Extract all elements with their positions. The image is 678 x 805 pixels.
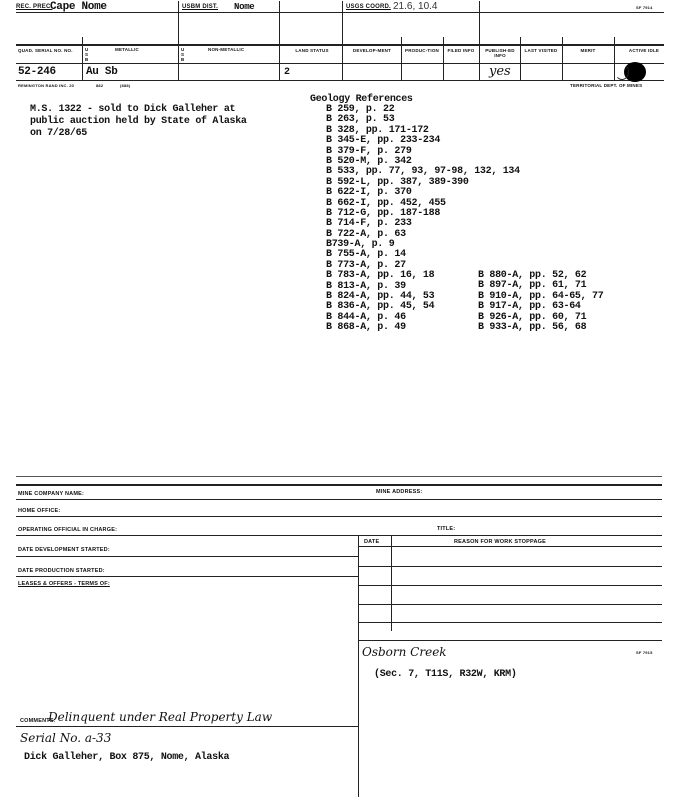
metallic-value: Au Sb bbox=[86, 66, 118, 78]
reference-item: B 714-F, p. 233 bbox=[326, 218, 412, 230]
b-label: B bbox=[85, 57, 89, 62]
operating-official-label: OPERATING OFFICIAL IN CHARGE: bbox=[18, 527, 118, 533]
printer-code-2: (888) bbox=[120, 83, 131, 88]
land-status-label: LAND STATUS bbox=[295, 48, 329, 53]
rec-prec-value: Cape Nome bbox=[50, 1, 107, 13]
territorial-dept-label: TERRITORIAL DEPT. OF MINES bbox=[570, 83, 643, 88]
idle-status-arc-icon bbox=[615, 64, 629, 80]
mine-company-label: MINE COMPANY NAME: bbox=[18, 491, 85, 497]
reference-item: B 622-I, p. 370 bbox=[326, 187, 412, 199]
location-text: (Sec. 7, T11S, R32W, KRM) bbox=[374, 669, 517, 680]
reference-item: B 917-A, pp. 63-64 bbox=[478, 301, 581, 313]
owner-line: Dick Galleher, Box 875, Nome, Alaska bbox=[24, 752, 230, 763]
reference-item: B 933-A, pp. 56, 68 bbox=[478, 321, 587, 333]
printer-code: 882 bbox=[96, 83, 104, 88]
reference-item: B 379-F, p. 279 bbox=[326, 145, 412, 157]
active-idle-label: ACTIVE IDLE bbox=[628, 48, 660, 53]
comments-label: COMMENTS: bbox=[20, 718, 56, 724]
nonmetallic-label: NON-METALLIC bbox=[208, 47, 245, 52]
rec-prec-label: REC. PREC. bbox=[16, 4, 53, 10]
s-label-2: S bbox=[181, 52, 185, 57]
filed-info-label: FILED INFO bbox=[447, 48, 475, 53]
home-office-label: HOME OFFICE: bbox=[18, 508, 61, 514]
reference-item: B 712-G, pp. 187-188 bbox=[326, 207, 441, 219]
reference-item: B 844-A, p. 46 bbox=[326, 311, 406, 323]
merit-label: MERIT bbox=[580, 48, 596, 53]
comments-line-2: Serial No. a-33 bbox=[20, 731, 112, 745]
production-label: PRODUC-TION bbox=[405, 48, 439, 53]
metallic-label: METALLIC bbox=[115, 47, 140, 52]
reference-item: B 259, p. 22 bbox=[326, 104, 395, 115]
reference-item: B 592-L, pp. 387, 389-390 bbox=[326, 176, 469, 188]
reference-item: B 773-A, p. 27 bbox=[326, 259, 406, 271]
note-line-3: on 7/28/65 bbox=[30, 128, 88, 139]
date-production-label: DATE PRODUCTION STARTED: bbox=[18, 568, 105, 574]
leases-offers-label: LEASES & OFFERS - TERMS OF: bbox=[18, 581, 110, 587]
u-label-2: U bbox=[181, 47, 185, 52]
u-label: U bbox=[85, 47, 89, 52]
serial-value: 52-246 bbox=[18, 66, 56, 78]
quad-serial-label: QUAD. SERIAL NO. NO. bbox=[18, 48, 73, 53]
title-label: TITLE: bbox=[437, 526, 456, 532]
published-info-value: yes bbox=[489, 64, 511, 79]
reference-item: B 328, pp. 171-172 bbox=[326, 124, 429, 136]
reference-item: B 813-A, p. 39 bbox=[326, 280, 406, 292]
mine-address-label: MINE ADDRESS: bbox=[376, 489, 423, 495]
usgs-coord-label: USGS COORD. bbox=[346, 4, 391, 10]
comments-line-1: Delinquent under Real Property Law bbox=[48, 710, 273, 724]
reference-item: B 897-A, pp. 61, 71 bbox=[478, 280, 587, 292]
s-label: S bbox=[85, 52, 89, 57]
date-column-label: DATE bbox=[364, 539, 380, 545]
usbm-dist-value: Nome bbox=[234, 2, 255, 12]
last-visited-label: LAST VISITED bbox=[524, 48, 558, 53]
reference-item: B 263, p. 53 bbox=[326, 114, 395, 126]
references-title: Geology References bbox=[310, 94, 413, 105]
form-number-bottom: SF 7915 bbox=[636, 650, 653, 655]
reference-item: B739-A, p. 9 bbox=[326, 239, 395, 251]
usbm-dist-label: USBM DIST. bbox=[182, 4, 219, 10]
reference-item: B 824-A, pp. 44, 53 bbox=[326, 291, 435, 303]
development-label: DEVELOP-MENT bbox=[352, 48, 392, 53]
usgs-coord-value: 21.6, 10.4 bbox=[393, 1, 438, 12]
published-info-label: PUBLISH-ED INFO bbox=[485, 48, 515, 58]
note-line-1: M.S. 1322 - sold to Dick Galleher at bbox=[30, 104, 236, 115]
reference-item: B 755-A, p. 14 bbox=[326, 249, 406, 261]
reference-item: B 533, pp. 77, 93, 97-98, 132, 134 bbox=[326, 166, 520, 178]
form-number-top: SF 7914 bbox=[636, 5, 653, 10]
references-column-2 bbox=[478, 271, 603, 333]
reference-item: B 345-E, pp. 233-234 bbox=[326, 135, 441, 147]
reference-item: B 722-A, p. 63 bbox=[326, 228, 406, 240]
reference-item: B 783-A, pp. 16, 18 bbox=[326, 270, 435, 282]
reference-item: B 868-A, p. 49 bbox=[326, 322, 406, 334]
b-label-2: B bbox=[181, 57, 185, 62]
reference-item: B 910-A, pp. 64-65, 77 bbox=[478, 290, 604, 302]
reference-item: B 662-I, pp. 452, 455 bbox=[326, 197, 446, 209]
reference-item: B 926-A, pp. 60, 71 bbox=[478, 311, 587, 323]
reference-item: B 520-M, p. 342 bbox=[326, 155, 412, 167]
reference-item: B 836-A, pp. 45, 54 bbox=[326, 301, 435, 313]
printer-mark: REMINGTON RAND INC. 20 bbox=[18, 83, 75, 88]
land-status-value: 2 bbox=[284, 67, 290, 78]
creek-name: Osborn Creek bbox=[362, 645, 447, 659]
reference-item: B 880-A, pp. 52, 62 bbox=[478, 270, 587, 281]
reason-work-stoppage-label: REASON FOR WORK STOPPAGE bbox=[454, 539, 546, 545]
date-development-label: DATE DEVELOPMENT STARTED: bbox=[18, 547, 110, 553]
note-line-2: public auction held by State of Alaska bbox=[30, 116, 247, 127]
